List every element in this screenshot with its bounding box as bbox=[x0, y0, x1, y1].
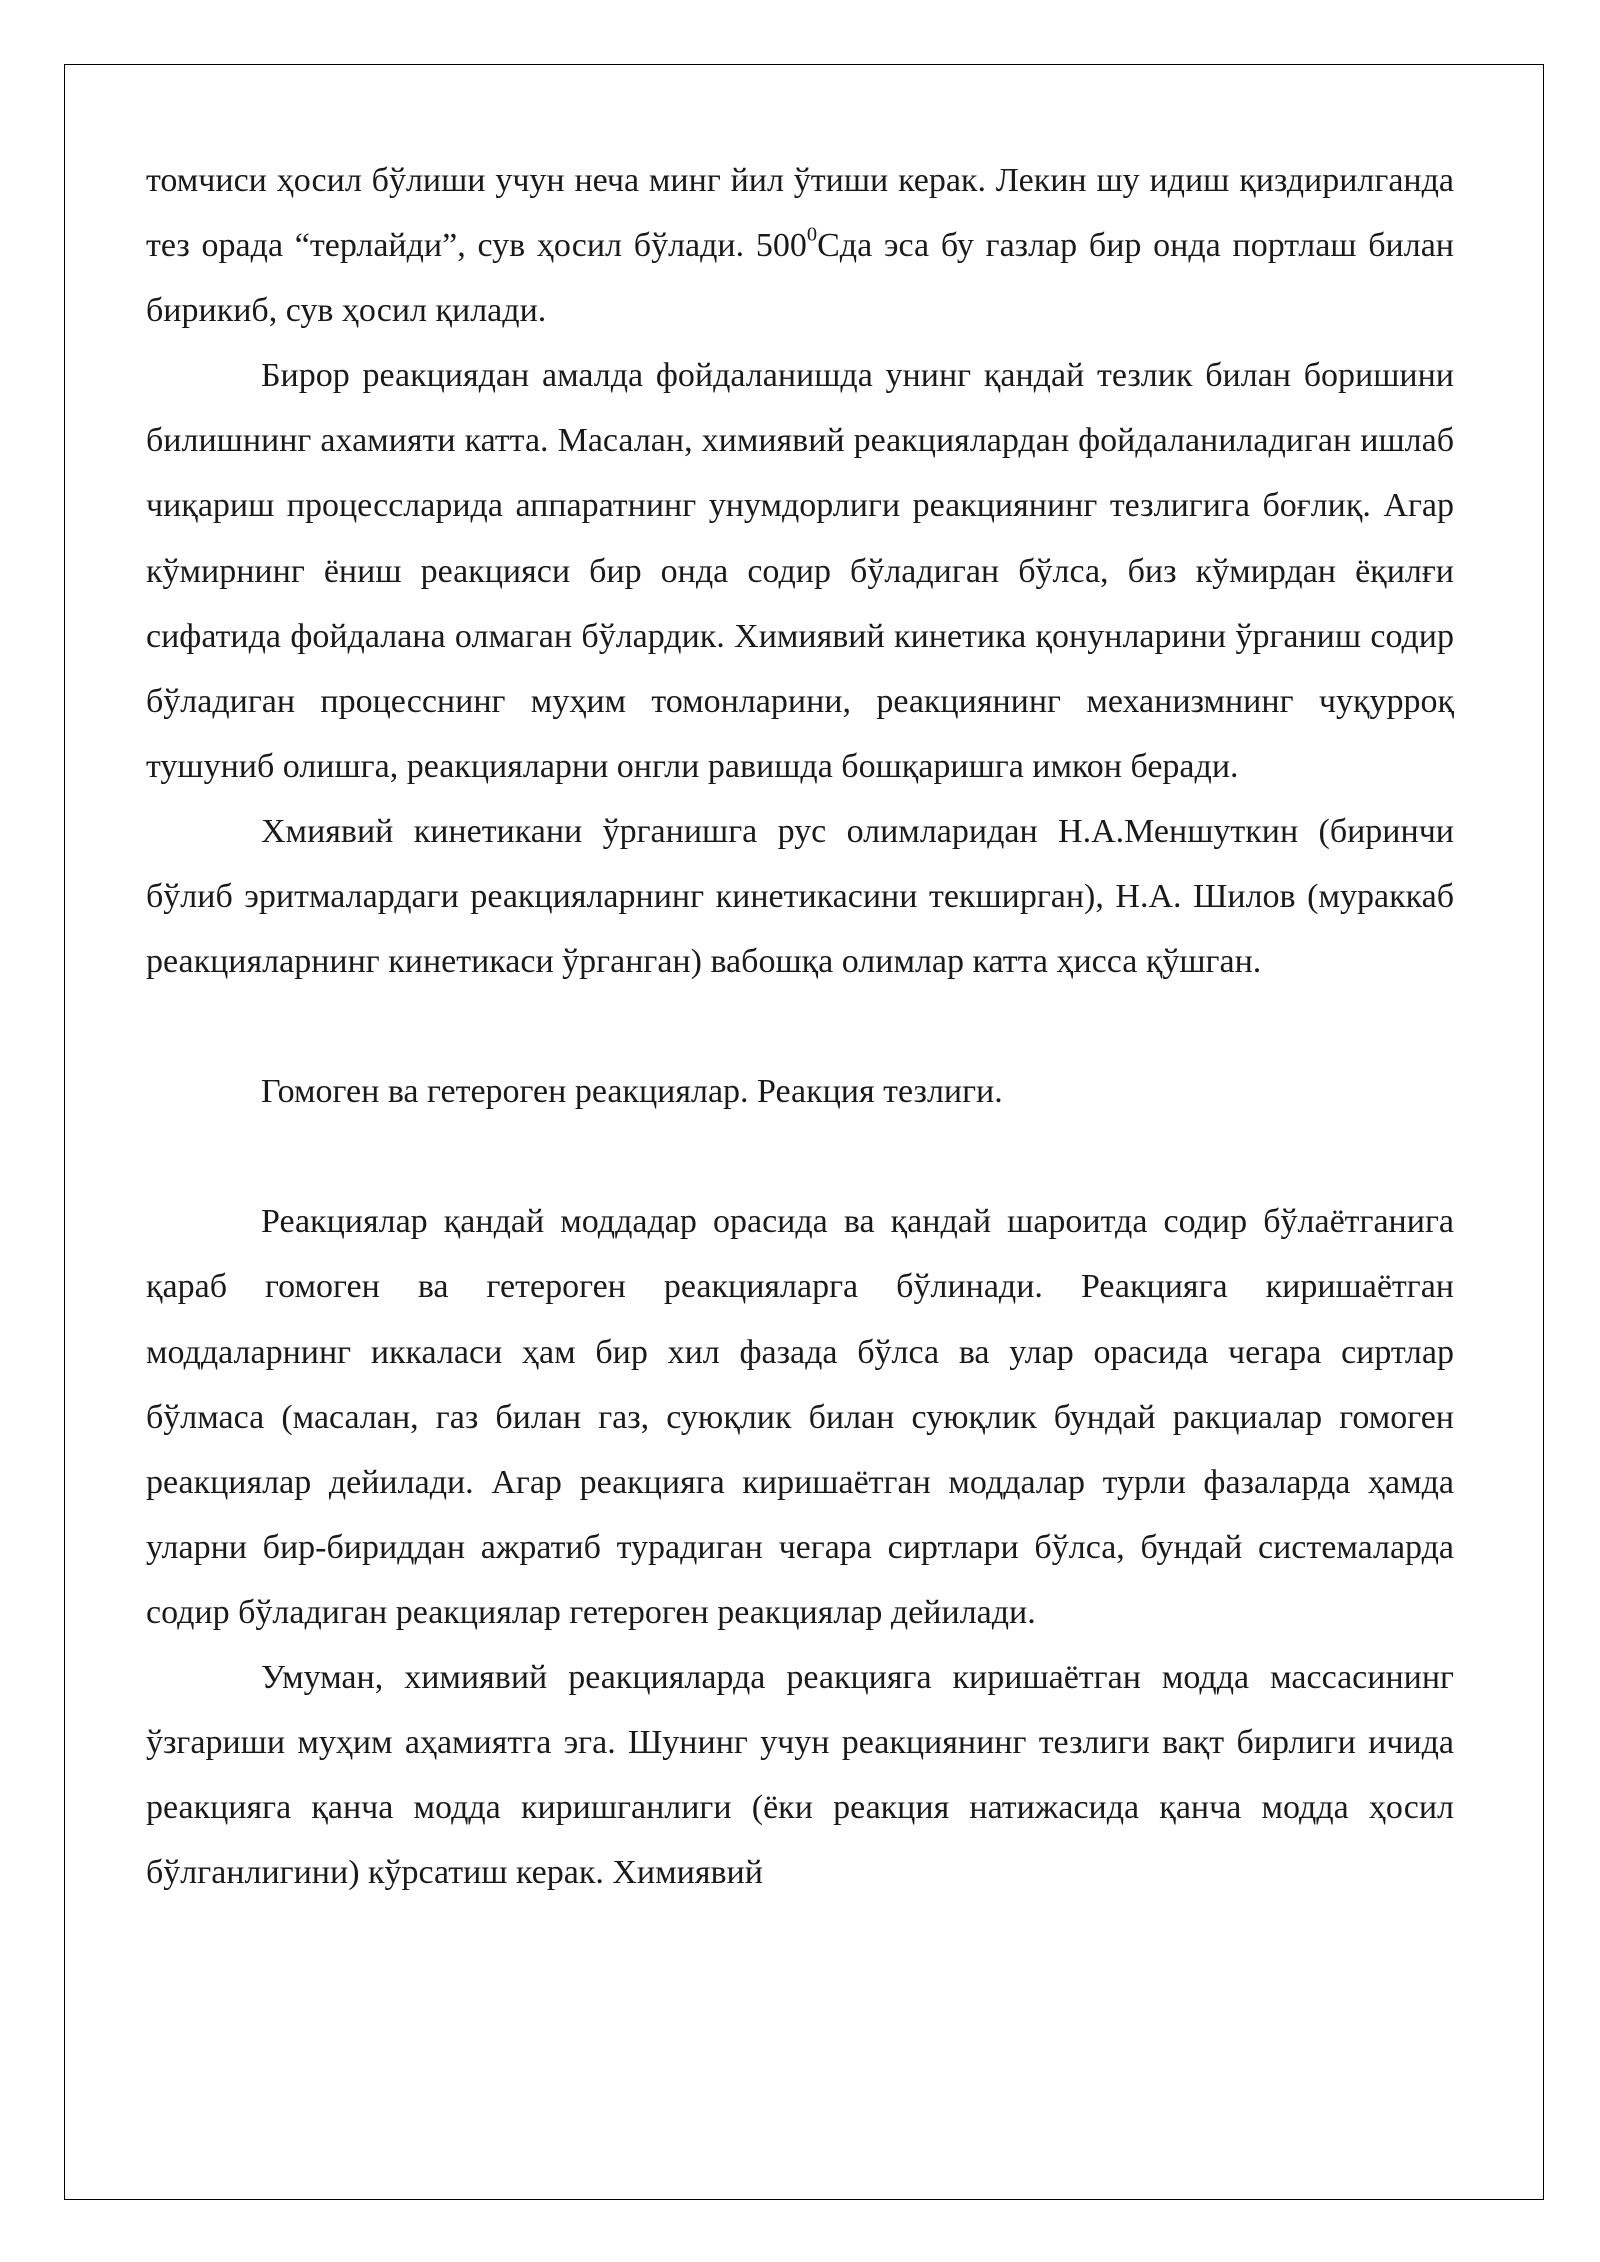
section-heading: Гомоген ва гетероген реакциялар. Реакция тезлиги. bbox=[261, 1073, 1003, 1111]
paragraph-1-text-continued: Сда эса бу газлар бир онда портлаш билан бирикиб, сув ҳосил қилади. bbox=[146, 227, 1454, 330]
paragraph-5: Умуман, химиявий реакцияларда реакцияга киришаётган модда массасининг ўзгариши муҳим аҳамиятга эга. Шунинг учун реакциянинг тезлиги вақт бирлиги ичида реакцияга қанча модда киришганлиги (ёки реакция натижасида қанча модда ҳосил бўлганлигини) кўрсатиш керак. Химиявий bbox=[146, 1658, 1454, 1892]
document-body bbox=[146, 148, 1454, 1905]
paragraph-4: Реакциялар қандай моддадар орасида ва қандай шароитда содир бўлаётганига қараб гомоген ва гетероген реакцияларга бўлинади. Реакцияга киришаётган моддаларнинг иккаласи ҳам бир хил фазада бўлса ва улар орасида чегара сиртлар бўлмаса (масалан, газ билан газ, суюқлик билан суюқлик бундай ракциалар гомоген реакциялар дейилади. Агар реакцияга киришаётган моддалар турли фазаларда ҳамда уларни бир-бириддан ажратиб турадиган чегара сиртлари бўлса, бундай системаларда содир бўладиган реакциялар гетероген реакциялар дейилади. bbox=[146, 1203, 1454, 1631]
paragraph-3: Хмиявий кинетикани ўрганишга рус олимларидан Н.А.Меншуткин (биринчи бўлиб эритмалардаги реакцияларнинг кинетикасини текширган), Н.А. Шилов (мураккаб реакцияларнинг кинетикаси ўрганган) вабошқа олимлар катта ҳисса қўшган. bbox=[146, 812, 1454, 981]
paragraph-1 bbox=[146, 148, 1454, 343]
degree-superscript: 0 bbox=[806, 223, 818, 246]
paragraph-2: Бирор реакциядан амалда фойдаланишда унинг қандай тезлик билан боришини билишнинг ахамияти катта. Масалан, химиявий реакциялардан фойдаланиладиган ишлаб чиқариш процессларида аппаратнинг унумдорлиги реакциянинг тезлигига боғлиқ. Агар кўмирнинг ёниш реакцияси бир онда содир бўладиган бўлса, биз кўмирдан ёқилғи сифатида фойдалана олмаган бўлардик. Химиявий кинетика қонунларини ўрганиш содир бўладиган процесснинг муҳим томонларини, реакциянинг механизмнинг чуқурроқ тушуниб олишга, реакцияларни онгли равишда бошқаришга имкон беради. bbox=[146, 357, 1454, 785]
paragraph-1-text: томчиси ҳосил бўлиши учун неча минг йил ўтиши керак. Лекин шу идиш қиздирилганда тез орада “терлайди”, сув ҳосил бўлади. 500 bbox=[146, 162, 1454, 265]
